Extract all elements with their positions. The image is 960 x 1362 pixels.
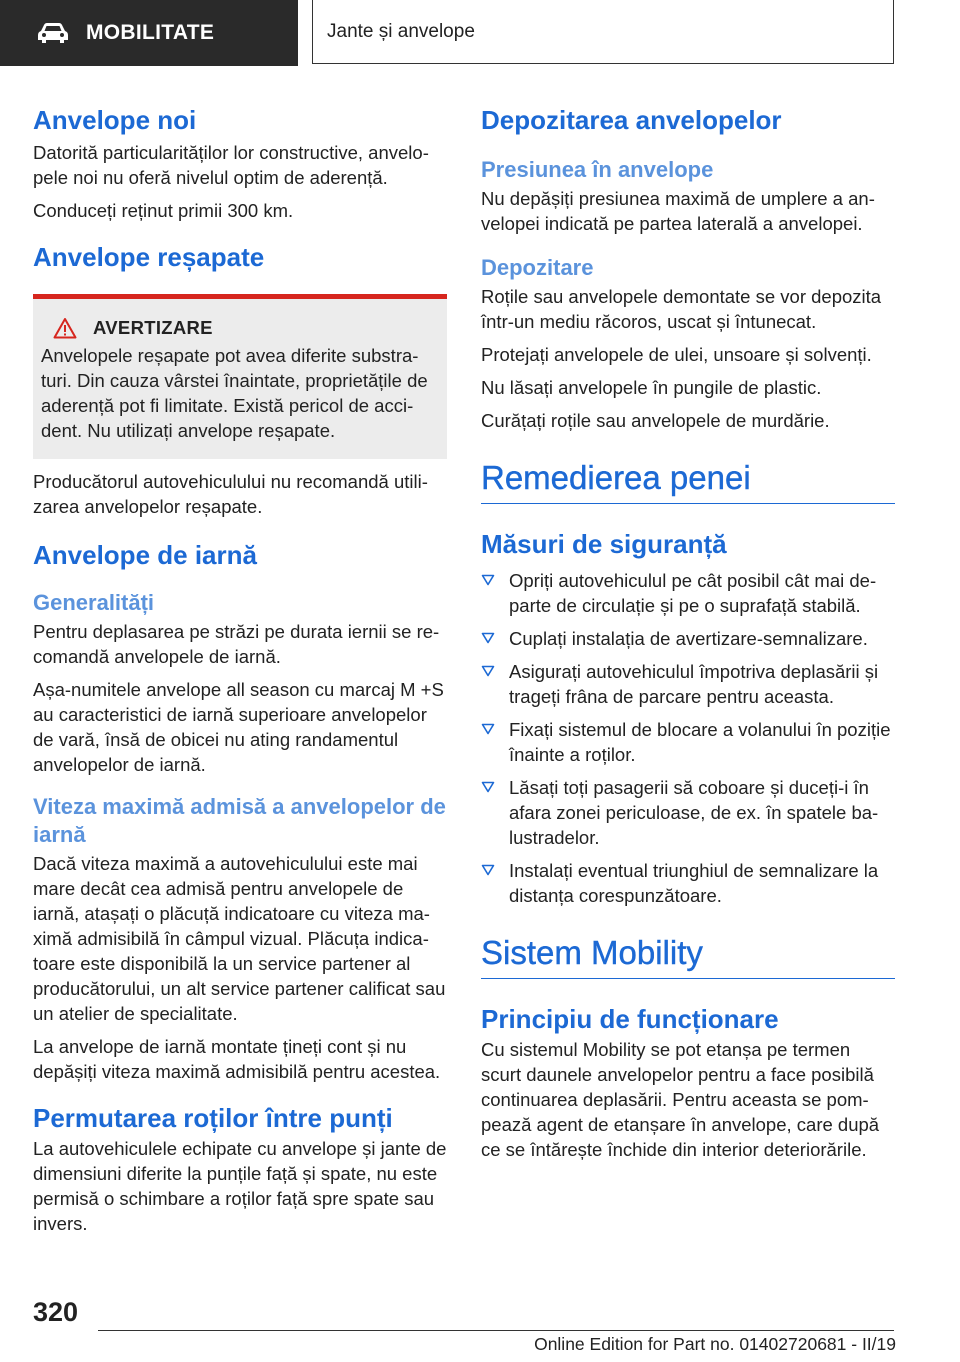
- list-item-text: Fixați sistemul de blocare a volanului în poziție înainte a roților.: [509, 719, 891, 765]
- list-item-text: Cuplați instalația de avertizare-semnalizare.: [509, 628, 868, 649]
- paragraph: Nu depășiți presiunea maximă de umplere a anvelopei indicată pe partea laterală a anvelopei.: [481, 188, 875, 234]
- heading-sistem-mobility: Sistem Mobility: [481, 934, 703, 971]
- list-item: [481, 568, 895, 618]
- list-item-text: Instalați eventual triunghiul de semnalizare la distanța corespunzătoare.: [509, 860, 879, 906]
- paragraph: La autovehiculele echipate cu anvelope și jante de dimensiuni diferite la punțile față și spate, nu este permisă o schimbare a roților față spre spate sau invers.: [33, 1138, 447, 1234]
- list-item: [481, 775, 895, 850]
- chapter-tab: [312, 0, 894, 64]
- chapter-heading-rule: [481, 457, 895, 504]
- paragraph: Protejați anvelopele de ulei, unsoare și solvenți.: [481, 344, 872, 365]
- list-item-text: Opriți autovehiculul pe cât posibil cât mai departe de circulație și pe o suprafață stabilă.: [509, 570, 877, 616]
- list-item: [481, 626, 895, 651]
- paragraph: Conduceți reținut primii 300 km.: [33, 200, 294, 221]
- triangle-bullet-icon: [481, 864, 495, 876]
- triangle-bullet-icon: [481, 632, 495, 644]
- list-item-text: Asigurați autovehiculul împotriva deplasării și trageți frâna de parcare pentru aceasta.: [509, 661, 879, 707]
- paragraph: Așa-numitele anvelope all season cu marcaj M +S au caracteristici de iarnă superioare anvelopelor de vară, însă de obicei nu ating randamentul anvelopelor de iarnă.: [33, 679, 444, 775]
- heading-depozitarea-anvelopelor: Depozitarea anvelopelor: [481, 105, 782, 135]
- heading-permutarea-rotilor: Permutarea roților între punți: [33, 1103, 393, 1133]
- list-item-text: Lăsați toți pasagerii să coboare și duceți-i în afara zonei periculoase, de ex. în spatele balustradelor.: [509, 777, 879, 848]
- heading-anvelope-iarna: Anvelope de iarnă: [33, 540, 257, 570]
- heading-anvelope-noi: Anvelope noi: [33, 105, 197, 135]
- paragraph: Curățați roțile sau anvelopele de murdărie.: [481, 410, 830, 431]
- paragraph: Roțile sau anvelopele demontate se vor depozita într-un mediu răcoros, uscat și întunecat.: [481, 286, 882, 332]
- paragraph: Pentru deplasarea pe străzi pe durata iernii se recomandă anvelopele de iarnă.: [33, 621, 440, 667]
- warning-text: Anvelopele reșapate pot avea diferite substraturi. Din cauza vârstei înaintate, proprietățile de aderență pot fi limitate. Există pericol de accident. Nu utilizați anvelope reșapate.: [41, 345, 428, 441]
- safety-list: [481, 568, 895, 908]
- right-column: [481, 100, 895, 1162]
- page-number: 320: [33, 1297, 79, 1327]
- left-column: [33, 100, 447, 1236]
- warning-header: [41, 317, 437, 339]
- warning-triangle-icon: [53, 317, 77, 339]
- chapter-label: Jante și anvelope: [327, 20, 475, 42]
- heading-principiu-functionare: Principiu de funcționare: [481, 1004, 779, 1034]
- paragraph: Dacă viteza maximă a autovehiculului este mai mare decât cea admisă pentru anvelopele de iarnă, atașați o plăcuță indicatoare cu viteza maximă admisibilă în câmpul vizual. Plăcuța indicatoare este disponibilă la un service partener al producătorului, un alt service partener calificat sau un atelier de specialitate.: [33, 853, 446, 1024]
- paragraph: La anvelope de iarnă montate țineți cont și nu depășiți viteza maximă admisibilă pentru acestea.: [33, 1036, 441, 1082]
- subheading-viteza-maxima: Viteza maximă admisă a anvelopelor de iarnă: [33, 794, 446, 847]
- page-header: [0, 0, 960, 66]
- heading-remedierea-penei: Remedierea penei: [481, 459, 751, 496]
- paragraph: Cu sistemul Mobility se pot etanșa pe termen scurt daunele anvelopelor pentru a face posibilă continuarea deplasării. Pentru aceasta se pompează agent de etanșare în anvelope, care după ce se întărește închide din interior deteriorările.: [481, 1039, 880, 1160]
- triangle-bullet-icon: [481, 665, 495, 677]
- list-item: [481, 659, 895, 709]
- subheading-generalitati: Generalități: [33, 590, 155, 615]
- list-item: [481, 717, 895, 767]
- subheading-presiunea: Presiunea în anvelope: [481, 157, 714, 182]
- list-item: [481, 858, 895, 908]
- heading-anvelope-resapate: Anvelope reșapate: [33, 242, 265, 272]
- paragraph: Datorită particularităților lor constructive, anvelopele noi nu oferă nivelul optim de aderență.: [33, 142, 429, 188]
- section-label: MOBILITATE: [86, 21, 215, 44]
- paragraph: Producătorul autovehiculului nu recomandă utilizarea anvelopelor reșapate.: [33, 471, 428, 517]
- triangle-bullet-icon: [481, 574, 495, 586]
- triangle-bullet-icon: [481, 781, 495, 793]
- section-tab: [0, 0, 298, 66]
- subheading-depozitare: Depozitare: [481, 255, 594, 280]
- paragraph: Nu lăsați anvelopele în pungile de plastic.: [481, 377, 822, 398]
- warning-box: [33, 294, 447, 459]
- edition-text: Online Edition for Part no. 01402720681 - II/19: [534, 1334, 896, 1354]
- footer-divider: [98, 1330, 894, 1331]
- warning-title: AVERTIZARE: [93, 317, 213, 338]
- triangle-bullet-icon: [481, 723, 495, 735]
- car-icon: [36, 22, 70, 44]
- chapter-heading-rule: [481, 932, 895, 979]
- heading-masuri-siguranta: Măsuri de siguranță: [481, 529, 727, 559]
